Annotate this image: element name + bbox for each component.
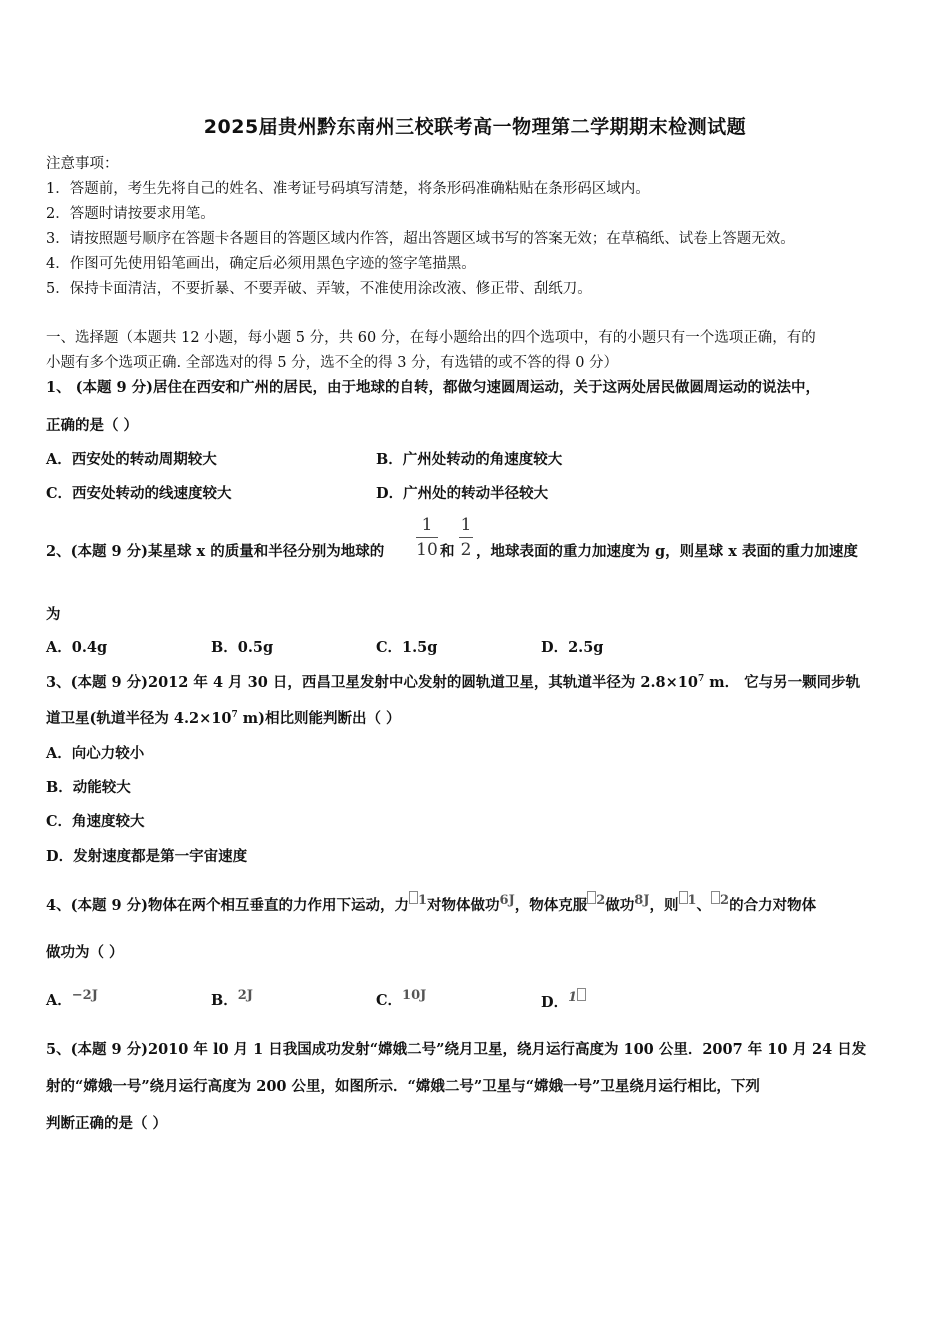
q5-stem-line3: 判断正确的是（ ） — [46, 1115, 168, 1132]
option-value: 1 — [568, 990, 578, 1005]
q2-stem-prefix: 2、(本题 9 分)某星球 x 的质量和半径分别为地球的 — [46, 543, 385, 560]
force-symbol-icon — [679, 891, 688, 904]
q2-stem-line2: 为 — [46, 606, 61, 623]
work-value: 6J — [499, 893, 515, 908]
force-symbol-icon — [409, 891, 418, 904]
q4-text: 、 — [696, 896, 712, 914]
q2-option-a: A．0.4g — [46, 639, 108, 656]
option-value: 2J — [237, 988, 253, 1003]
q4-text: 的合力对物体 — [729, 896, 817, 914]
q3-text: m)相比则能判断出（ ） — [237, 710, 401, 727]
section-heading-line2: 小题有多个选项正确. 全部选对的得 5 分，选不全的得 3 分，有选错的或不答的得 0 分） — [46, 355, 619, 371]
q2-option-d: D．2.5g — [541, 639, 604, 656]
fraction-denominator: 10 — [416, 540, 438, 560]
option-label: B． — [211, 991, 238, 1009]
q2-stem-suffix: ，地球表面的重力加速度为 g，则星球 x 表面的重力加速度 — [476, 543, 858, 560]
q2-option-b: B．0.5g — [211, 639, 274, 656]
notice-item: 1．答题前，考生先将自己的姓名、准考证号码填写清楚，将条形码准确粘贴在条形码区域内。 — [46, 181, 650, 197]
option-label: D． — [541, 993, 569, 1011]
q4-option-a — [46, 988, 98, 1010]
q1-stem-line2: 正确的是（ ） — [46, 417, 139, 434]
q1-option-b: B．广州处转动的角速度较大 — [376, 451, 563, 468]
q1-option-d: D．广州处的转动半径较大 — [376, 485, 549, 502]
option-value: 10J — [402, 988, 427, 1003]
q3-text: m． 它与另一颗同步轨 — [704, 674, 861, 691]
exponent: 7 — [231, 710, 238, 721]
q2-and: 和 — [440, 543, 455, 560]
q2-fraction-1 — [416, 515, 438, 560]
fraction-numerator: 1 — [421, 515, 433, 535]
q2-option-c: C．1.5g — [376, 639, 438, 656]
q3-option-c: C．角速度较大 — [46, 813, 145, 830]
q3-stem-line2 — [46, 707, 401, 728]
subscript: 1 — [418, 893, 428, 908]
notice-item: 5．保持卡面清洁，不要折暴、不要弄破、弄皱，不准使用涂改液、修正带、刮纸刀。 — [46, 281, 592, 297]
q3-text: 道卫星(轨道半径为 4.2×10 — [46, 710, 232, 727]
q4-option-c — [376, 988, 426, 1010]
option-label: C． — [376, 991, 403, 1009]
q4-option-d — [541, 988, 586, 1012]
fraction-numerator: 1 — [460, 515, 472, 535]
subscript: 1 — [687, 893, 697, 908]
q4-text: 对物体做功 — [427, 896, 500, 914]
q3-option-d: D．发射速度都是第一宇宙速度 — [46, 848, 248, 865]
notice-item: 4．作图可先使用铅笔画出，确定后必须用黑色字迹的签字笔描黑。 — [46, 256, 476, 272]
option-label: A． — [46, 991, 72, 1009]
q4-stem-line2: 做功为（ ） — [46, 944, 124, 961]
q3-option-b: B．动能较大 — [46, 779, 131, 796]
q2-fraction-2 — [459, 515, 473, 560]
q1-option-a: A．西安处的转动周期较大 — [46, 451, 217, 468]
notice-item: 3．请按照题号顺序在答题卡各题目的答题区域内作答，超出答题区域书写的答案无效；在草稿纸、试卷上答题无效。 — [46, 231, 795, 247]
q4-text: 做功 — [605, 896, 635, 914]
subscript: 2 — [596, 893, 606, 908]
q4-text: 4、(本题 9 分)物体在两个相互垂直的力作用下运动，力 — [46, 896, 409, 914]
page-title: 2025届贵州黔东南州三校联考高一物理第二学期期末检测试题 — [203, 116, 747, 138]
q4-stem-line1 — [46, 891, 816, 915]
section-heading-line1: 一、选择题（本题共 12 小题，每小题 5 分，共 60 分，在每小题给出的四个选项中，有的小题只有一个选项正确，有的 — [46, 330, 816, 346]
q1-stem-line1: 1、 (本题 9 分)居住在西安和广州的居民，由于地球的自转，都做匀速圆周运动，关于这两处居民做圆周运动的说法中， — [46, 379, 821, 396]
notice-item: 2．答题时请按要求用笔。 — [46, 206, 215, 222]
q3-text: 3、(本题 9 分)2012 年 4 月 30 日，西昌卫星发射中心发射的圆轨道卫星，其轨道半径为 2.8×10 — [46, 674, 698, 691]
q4-text: ，则 — [649, 896, 679, 914]
fraction-denominator: 2 — [460, 540, 472, 560]
exponent: 7 — [697, 674, 705, 685]
force-symbol-icon — [587, 891, 596, 904]
notice-heading: 注意事项： — [46, 156, 119, 172]
option-value: −2J — [71, 988, 98, 1003]
force-symbol-icon — [711, 891, 720, 904]
unit-symbol-icon — [577, 988, 586, 1001]
q5-stem-line1: 5、(本题 9 分)2010 年 l0 月 1 日我国成功发射“嫦娥二号”绕月卫星，绕月运行高度为 100 公里．2007 年 10 月 24 日发 — [46, 1041, 867, 1058]
q1-option-c: C．西安处转动的线速度较大 — [46, 485, 232, 502]
q4-option-b — [211, 988, 253, 1010]
subscript: 2 — [720, 893, 730, 908]
work-value: 8J — [634, 893, 650, 908]
q5-stem-line2: 射的“嫦娥一号”绕月运行高度为 200 公里，如图所示．“嫦娥二号”卫星与“嫦娥一号”卫星绕月运行相比，下列 — [46, 1078, 760, 1095]
fraction-bar — [459, 537, 473, 538]
q3-option-a: A．向心力较小 — [46, 745, 145, 762]
fraction-bar — [416, 537, 438, 538]
q3-stem-line1 — [46, 671, 860, 692]
q4-text: ，物体克服 — [514, 896, 588, 914]
